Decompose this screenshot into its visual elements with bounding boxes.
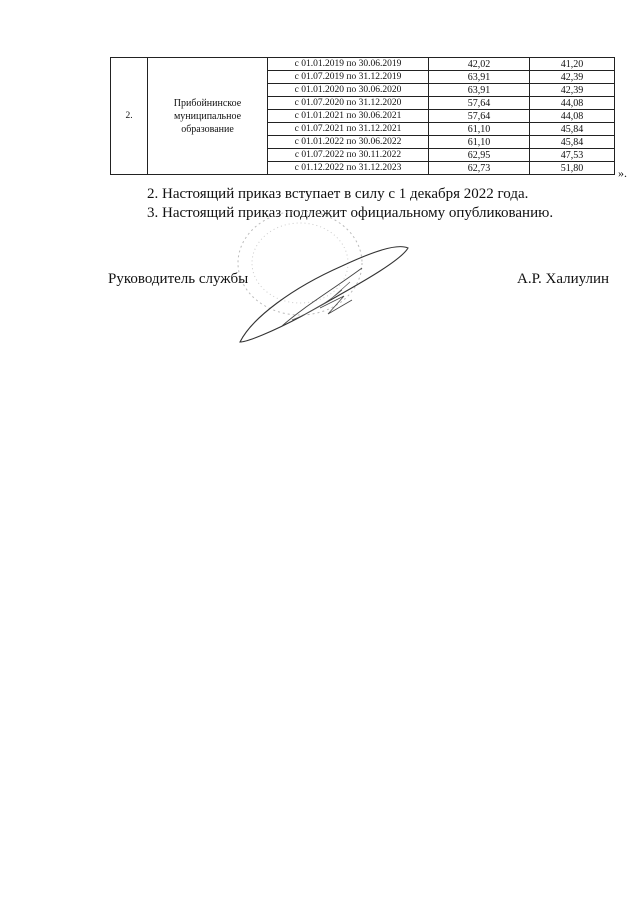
value1-cell: 57,64: [429, 110, 530, 123]
value2-cell: 45,84: [530, 136, 615, 149]
period-cell: с 01.07.2021 по 31.12.2021: [268, 123, 429, 136]
paragraph-publication: 3. Настоящий приказ подлежит официальному опубликованию.: [147, 205, 554, 221]
tariff-table-body: [111, 58, 615, 175]
row-number-cell: 2.: [111, 58, 148, 175]
period-cell: с 01.01.2020 по 30.06.2020: [268, 84, 429, 97]
tariff-table: [110, 57, 615, 175]
paragraph-effective-date: 2. Настоящий приказ вступает в силу с 1 декабря 2022 года.: [147, 186, 529, 202]
period-cell: с 01.07.2019 по 31.12.2019: [268, 71, 429, 84]
table-row: [111, 58, 615, 71]
value1-cell: 57,64: [429, 97, 530, 110]
organization-cell: Прибойнинское муниципальное образование: [148, 58, 268, 175]
period-cell: с 01.01.2019 по 30.06.2019: [268, 58, 429, 71]
head-name: А.Р. Халиулин: [517, 271, 610, 287]
head-position-title: Руководитель службы: [108, 271, 249, 287]
value1-cell: 61,10: [429, 136, 530, 149]
handwritten-signature-icon: [232, 238, 412, 346]
value2-cell: 47,53: [530, 149, 615, 162]
value2-cell: 45,84: [530, 123, 615, 136]
period-cell: с 01.12.2022 по 31.12.2023: [268, 162, 429, 175]
value1-cell: 61,10: [429, 123, 530, 136]
period-cell: с 01.01.2022 по 30.06.2022: [268, 136, 429, 149]
value1-cell: 62,95: [429, 149, 530, 162]
value1-cell: 63,91: [429, 71, 530, 84]
closing-quote: ».: [618, 166, 627, 180]
value1-cell: 42,02: [429, 58, 530, 71]
value1-cell: 62,73: [429, 162, 530, 175]
value2-cell: 44,08: [530, 110, 615, 123]
value2-cell: 44,08: [530, 97, 615, 110]
value2-cell: 42,39: [530, 84, 615, 97]
period-cell: с 01.01.2021 по 30.06.2021: [268, 110, 429, 123]
period-cell: с 01.07.2022 по 30.11.2022: [268, 149, 429, 162]
value2-cell: 41,20: [530, 58, 615, 71]
value1-cell: 63,91: [429, 84, 530, 97]
value2-cell: 51,80: [530, 162, 615, 175]
value2-cell: 42,39: [530, 71, 615, 84]
period-cell: с 01.07.2020 по 31.12.2020: [268, 97, 429, 110]
